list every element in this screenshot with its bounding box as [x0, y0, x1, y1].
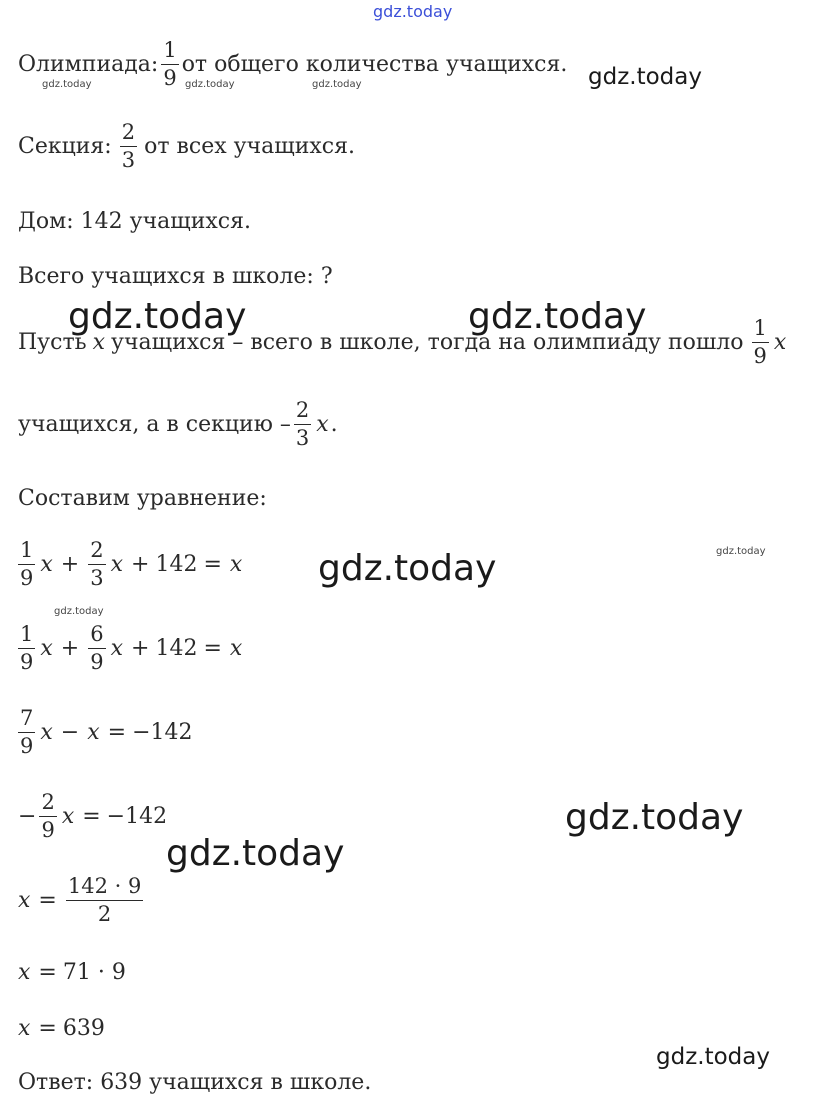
line2-text: учащихся, а в секцию – — [18, 412, 291, 437]
variable-x: x — [40, 636, 53, 661]
fraction-numerator: 7 — [18, 708, 35, 733]
fraction — [18, 540, 35, 589]
watermark: gdz.today — [312, 79, 362, 90]
fraction-numerator: 1 — [18, 624, 35, 649]
watermark: gdz.today — [318, 548, 497, 589]
variable-x: x — [110, 636, 124, 661]
equation-5 — [18, 876, 146, 925]
given-total: Всего учащихся в школе: ? — [18, 264, 333, 289]
fraction-denominator: 3 — [295, 426, 310, 450]
fraction-denominator: 9 — [41, 818, 55, 842]
fraction-numerator: 2 — [88, 540, 105, 565]
fraction-denominator: 3 — [90, 566, 104, 590]
fraction — [88, 624, 105, 673]
fraction-denominator: 2 — [97, 902, 112, 926]
equation-4 — [18, 792, 167, 841]
equation-7 — [18, 1016, 105, 1041]
watermark: gdz.today — [588, 64, 702, 90]
variable-x: x — [18, 888, 31, 913]
watermark: gdz.today — [565, 797, 744, 838]
fraction-numerator: 6 — [88, 624, 105, 649]
variable-x: x — [18, 960, 31, 985]
variable-x: x — [229, 636, 243, 661]
watermark: gdz.today — [468, 296, 647, 337]
number: −142 — [132, 720, 193, 745]
fraction-denominator: 9 — [90, 650, 104, 674]
given-olympiad — [18, 40, 567, 89]
watermark: gdz.today — [656, 1044, 770, 1070]
olympiad-label: Олимпиада: — [18, 52, 159, 77]
fraction — [120, 122, 137, 171]
variable-x: x — [40, 552, 53, 577]
fraction — [66, 876, 143, 925]
watermark: gdz.today — [166, 833, 345, 874]
fraction-numerator: 2 — [294, 400, 311, 425]
fraction — [752, 318, 769, 367]
equals-sign: = — [38, 1016, 57, 1041]
fraction — [88, 540, 105, 589]
let-text: Пусть — [18, 330, 87, 355]
fraction-denominator: 9 — [20, 734, 34, 758]
number: 142 — [155, 636, 198, 661]
variable-x: x — [87, 720, 100, 745]
number: −142 — [106, 804, 168, 829]
fraction-denominator: 9 — [20, 650, 34, 674]
fraction-numerator: 142 · 9 — [66, 876, 143, 901]
fraction — [161, 40, 178, 89]
equals-sign: = — [82, 804, 101, 829]
minus-sign: − — [18, 804, 37, 829]
watermark-header: gdz.today — [373, 2, 453, 21]
section-label: Секция: — [18, 134, 112, 159]
fraction-numerator: 1 — [752, 318, 769, 343]
equals-sign: = — [38, 960, 57, 985]
equation-6 — [18, 960, 126, 985]
equation-2 — [18, 624, 244, 673]
equation-1 — [18, 540, 244, 589]
solution-let — [18, 318, 788, 367]
watermark: gdz.today — [42, 79, 92, 90]
number: 639 — [62, 1016, 105, 1041]
variable-x: x — [110, 552, 124, 577]
variable-x: x — [229, 552, 243, 577]
given-home: Дом: 142 учащихся. — [18, 209, 251, 234]
answer: Ответ: 639 учащихся в школе. — [18, 1070, 372, 1095]
equation-3 — [18, 708, 193, 757]
fraction-denominator: 9 — [753, 344, 767, 368]
fraction — [294, 400, 311, 449]
number: 142 — [155, 552, 198, 577]
fraction-numerator: 2 — [120, 122, 137, 147]
given-section — [18, 122, 355, 171]
plus-sign: + — [60, 636, 80, 661]
solution-line2: учащихся, а в секцию – $\frac{2}{3}$ x . — [18, 398, 338, 450]
watermark: gdz.today — [54, 606, 104, 617]
number: 71 · 9 — [62, 960, 126, 985]
fraction-denominator: 9 — [20, 566, 34, 590]
fraction — [18, 624, 35, 673]
variable-x: x — [92, 330, 106, 355]
variable-x: x — [40, 720, 53, 745]
variable-x: x — [773, 330, 787, 355]
minus-sign: − — [60, 720, 80, 745]
fraction-numerator: 2 — [39, 792, 56, 817]
equals-sign: = — [203, 636, 222, 661]
variable-x: x — [61, 804, 75, 829]
fraction-numerator: 1 — [161, 40, 178, 65]
fraction — [39, 792, 56, 841]
equals-sign: = — [38, 888, 57, 913]
fraction-numerator: 1 — [18, 540, 35, 565]
olympiad-text: от общего количества учащихся. — [181, 52, 568, 77]
equals-sign: = — [107, 720, 127, 745]
watermark: gdz.today — [185, 79, 235, 90]
plus-sign: + — [131, 552, 150, 577]
fraction-denominator: 9 — [163, 66, 177, 90]
watermark: gdz.today — [68, 296, 247, 337]
variable-x: x — [316, 412, 329, 437]
variable-x: x — [18, 1016, 31, 1041]
let-rest: учащихся – всего в школе, тогда на олимпиаду пошло — [111, 330, 744, 355]
plus-sign: + — [131, 636, 150, 661]
watermark: gdz.today — [716, 546, 766, 557]
solution-compose: Составим уравнение: — [18, 486, 267, 511]
section-text: от всех учащихся. — [144, 134, 355, 159]
fraction-denominator: 3 — [121, 148, 136, 172]
plus-sign: + — [60, 552, 80, 577]
fraction — [18, 708, 35, 757]
equals-sign: = — [203, 552, 222, 577]
